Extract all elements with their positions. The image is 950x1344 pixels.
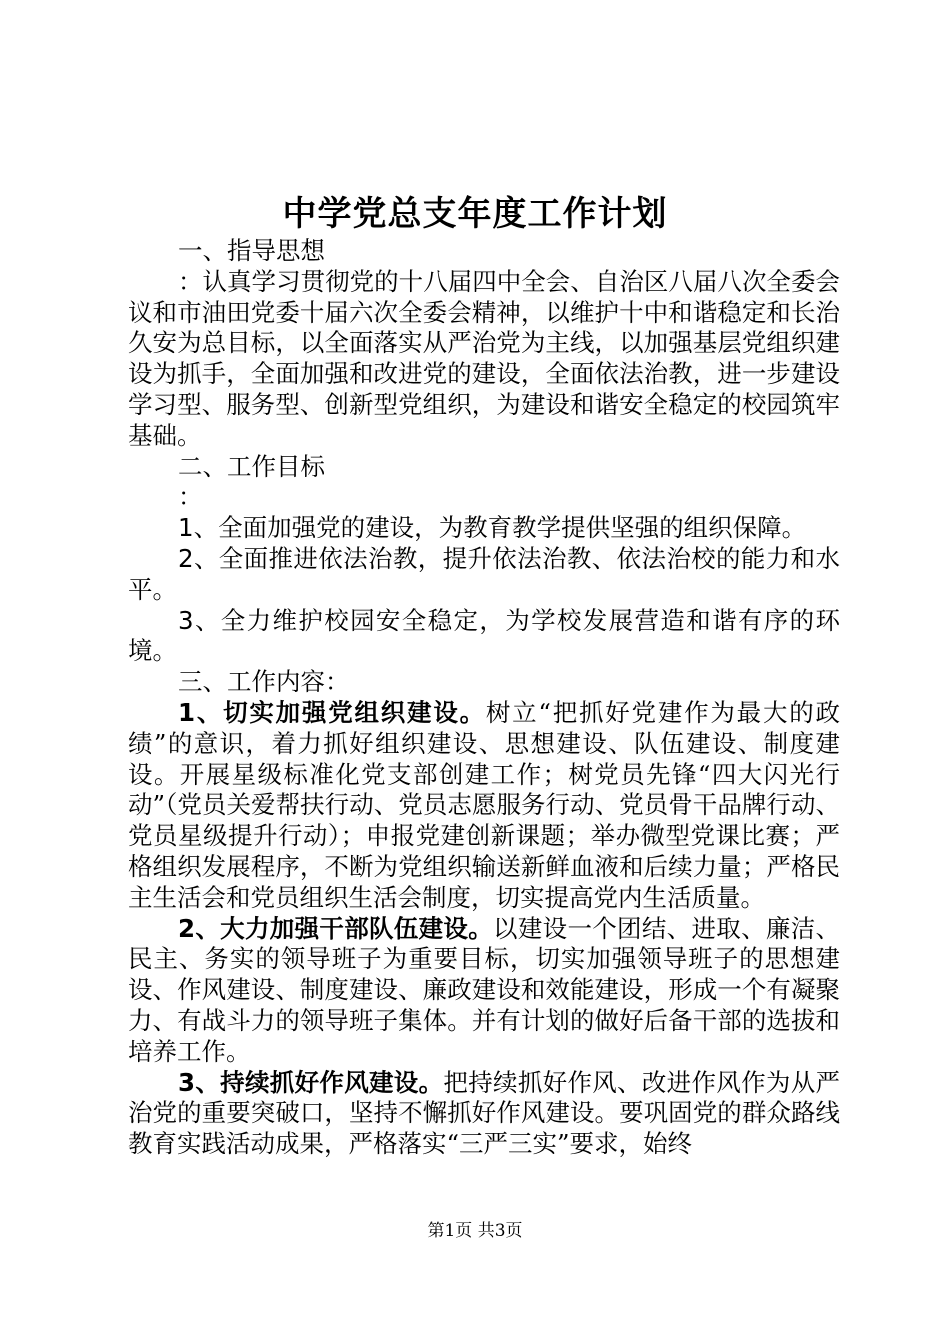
section1-heading: 一、指导思想 — [178, 236, 325, 265]
item-1-text: 树立“把抓好党建作为最大的政绩”的意识，着力抓好组织建设、思想建设、队伍建设、制度建设。开展星级标准化党支部创建工作；树党员先锋“四大闪光行动”（党员关爱帮扶行动、党员志愿服务行动、党员骨干品牌行动、党员星级提升行动）；申报党建创新课题；举办微型党课比赛；严格组织发展程序，不断为党组织输送新鲜血液和后续力量；严格民主生活会和党员组织生活会制度，切实提高党内生活质量。 — [128, 697, 840, 912]
item-1-lead: 1、切实加强党组织建设。 — [178, 697, 486, 727]
section2-colon: ： — [178, 482, 203, 512]
item-2-lead: 2、大力加强干部队伍建设。 — [178, 913, 494, 943]
page-footer: 第1页 共3页 — [427, 1221, 523, 1241]
item-3-text: 把持续抓好作风、改进作风作为从严治党的重要突破口，坚持不懈抓好作风建设。要巩固党的群众路线教育实践活动成果，严格落实“三严三实”要求，始终 — [128, 1067, 841, 1159]
goal-2: 2、全面推进依法治教，提升依法治教、依法治校的能力和水平。 — [128, 543, 840, 604]
item-3-lead: 3、持续抓好作风建设。 — [178, 1067, 444, 1097]
section1-paragraph: ：认真学习贯彻党的十八届四中全会、自治区八届八次全委会议和市油田党委十届六次全委会精神，以维护十中和谐稳定和长治久安为总目标，以全面落实从严治党为主线，以加强基层党组织建设为抓手，全面加强和改进党的建设，全面依法治教，进一步建设学习型、服务型、创新型党组织，为建设和谐安全稳定的校园筑牢基础。 — [128, 266, 840, 450]
document-body — [128, 236, 840, 1160]
item-2-paragraph — [128, 914, 840, 1068]
section3-heading: 三、工作内容： — [178, 667, 350, 697]
item-1-paragraph — [128, 698, 840, 914]
document-title: 中学党总支年度工作计划 — [282, 194, 668, 234]
item-3-paragraph — [128, 1068, 840, 1160]
goal-3: 3、全力维护校园安全稳定，为学校发展营造和谐有序的环境。 — [128, 605, 840, 666]
goal-1: 1、全面加强党的建设，为教育教学提供坚强的组织保障。 — [178, 513, 807, 543]
section2-heading: 二、工作目标 — [178, 451, 325, 481]
item-2-text: 以建设一个团结、进取、廉洁、民主、务实的领导班子为重要目标，切实加强领导班子的思想建设、作风建设、制度建设、廉政建设和效能建设，形成一个有凝聚力、有战斗力的领导班子集体。并有计划的做好后备干部的选拔和培养工作。 — [128, 913, 841, 1066]
